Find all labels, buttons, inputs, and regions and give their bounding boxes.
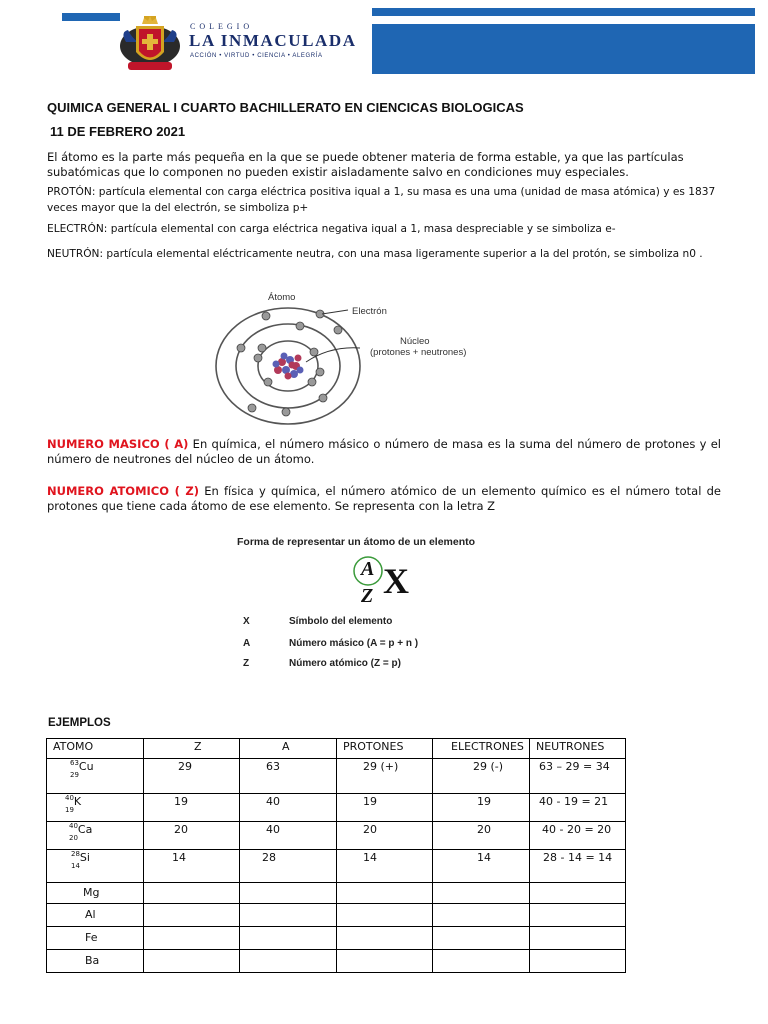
atomo-cell: $^{40}$Ca 20 — [69, 822, 93, 842]
atomo-cell: Ba — [85, 954, 100, 967]
header-neutrones: NEUTRONES — [536, 740, 605, 753]
atom-label: Átomo — [268, 292, 296, 303]
table-row — [47, 759, 626, 794]
atomic-number-text: En física y química, el número atómico de un elemento químico es el número total de protones que tiene cada átomo de ese elemento. Se representa con la letra Z — [47, 484, 721, 513]
notation-row-x: X Símbolo del elemento — [243, 616, 393, 627]
protones-cell: 14 — [363, 851, 377, 864]
table-row — [47, 850, 626, 883]
atomo-cell: Mg — [83, 886, 100, 899]
atomo-cell: Fe — [85, 931, 98, 944]
table-row — [47, 794, 626, 822]
electron-label: Electrón — [352, 306, 387, 317]
school-crest-logo — [118, 12, 182, 76]
z-cell: 19 — [174, 795, 188, 808]
school-name: LA INMACULADA — [189, 31, 357, 50]
header-z: Z — [194, 740, 202, 753]
header-atomo: ATOMO — [53, 740, 94, 753]
protones-cell: 20 — [363, 823, 377, 836]
neutrones-cell: 28 - 14 = 14 — [543, 851, 613, 864]
a-cell: 40 — [266, 823, 280, 836]
header-protones: PROTONES — [343, 740, 404, 753]
protones-cell: 29 (+) — [363, 760, 399, 773]
notation-z: Z — [361, 585, 374, 607]
atomic-number-heading: NUMERO ATOMICO ( Z) — [47, 484, 199, 498]
table-header-row — [47, 739, 626, 759]
atomo-cell: Al — [85, 908, 96, 921]
header — [0, 0, 768, 88]
protones-cell: 19 — [363, 795, 377, 808]
atom-diagram — [210, 286, 500, 428]
electron-paragraph: ELECTRÓN: partícula elemental con carga eléctrica negativa iqual a 1, masa despreciable y se simboliza e- — [47, 223, 616, 235]
school-motto: ACCIÓN • VIRTUD • CIENCIA • ALEGRÍA — [190, 53, 323, 59]
atomic-number-paragraph — [47, 484, 721, 514]
neutrones-cell: 40 - 20 = 20 — [542, 823, 612, 836]
notation-figure — [237, 530, 527, 690]
a-cell: 28 — [262, 851, 276, 864]
header-left-bar — [62, 13, 120, 21]
notation-row-z: Z Número atómico (Z = p) — [243, 658, 401, 669]
header-a: A — [282, 740, 290, 753]
page-title: QUIMICA GENERAL I CUARTO BACHILLERATO EN CIENCICAS BIOLOGICAS — [47, 100, 524, 115]
nucleus-label: Núcleo — [400, 336, 430, 347]
notation-x: X — [383, 561, 409, 601]
neutron-paragraph: NEUTRÓN: partícula elemental eléctricamente neutra, con una masa ligeramente superior a la del protón, se simboliza n0 . — [47, 248, 703, 260]
header-top-bar — [372, 8, 755, 16]
examples-heading: EJEMPLOS — [48, 717, 111, 729]
notation-a: A — [361, 558, 375, 580]
electrones-cell: 29 (-) — [473, 760, 504, 773]
table-row — [47, 822, 626, 850]
page-date: 11 DE FEBRERO 2021 — [50, 124, 186, 139]
a-cell: 63 — [266, 760, 280, 773]
table-row — [47, 927, 626, 950]
neutrones-cell: 63 – 29 = 34 — [539, 760, 610, 773]
proton-paragraph: PROTÓN: partícula elemental con carga eléctrica positiva iqual a 1, su masa es una uma (unidad de masa atómica) y es 1837 veces mayor que la del electrón, se simboliza p+ — [47, 186, 716, 214]
z-cell: 14 — [172, 851, 186, 864]
atomo-cell: $^{28}$Si 14 — [71, 850, 90, 870]
nucleus-detail-label: (protones + neutrones) — [370, 347, 467, 358]
table-row — [47, 883, 626, 904]
mass-number-heading: NUMERO MASICO ( A) — [47, 437, 189, 451]
electrones-cell: 19 — [477, 795, 491, 808]
a-cell: 40 — [266, 795, 280, 808]
atomo-cell: $^{40}$K 19 — [65, 794, 82, 814]
z-cell: 29 — [178, 760, 192, 773]
neutrones-cell: 40 - 19 = 21 — [539, 795, 609, 808]
table-row — [47, 904, 626, 927]
table-row — [47, 950, 626, 973]
school-label: COLEGIO — [190, 22, 254, 31]
examples-table — [46, 738, 626, 973]
intro-paragraph: El átomo es la parte más pequeña en la que se puede obtener materia de forma estable, ya que las partículas subatómicas que lo componen no pueden existir aisladamente salvo en condiciones muy especiales. — [47, 150, 684, 179]
electrones-cell: 14 — [477, 851, 491, 864]
z-cell: 20 — [174, 823, 188, 836]
mass-number-text: En química, el número másico o número de masa es la suma del número de protones y el número de neutrones del núcleo de un átomo. — [47, 437, 721, 466]
electrones-cell: 20 — [477, 823, 491, 836]
mass-number-paragraph — [47, 437, 721, 467]
notation-row-a: A Número másico (A = p + n ) — [243, 638, 419, 649]
notation-title: Forma de representar un átomo de un elemento — [237, 536, 476, 548]
header-electrones: ELECTRONES — [451, 740, 524, 753]
header-main-bar — [372, 24, 755, 74]
atomo-cell: $^{63}$Cu 29 — [70, 759, 94, 779]
